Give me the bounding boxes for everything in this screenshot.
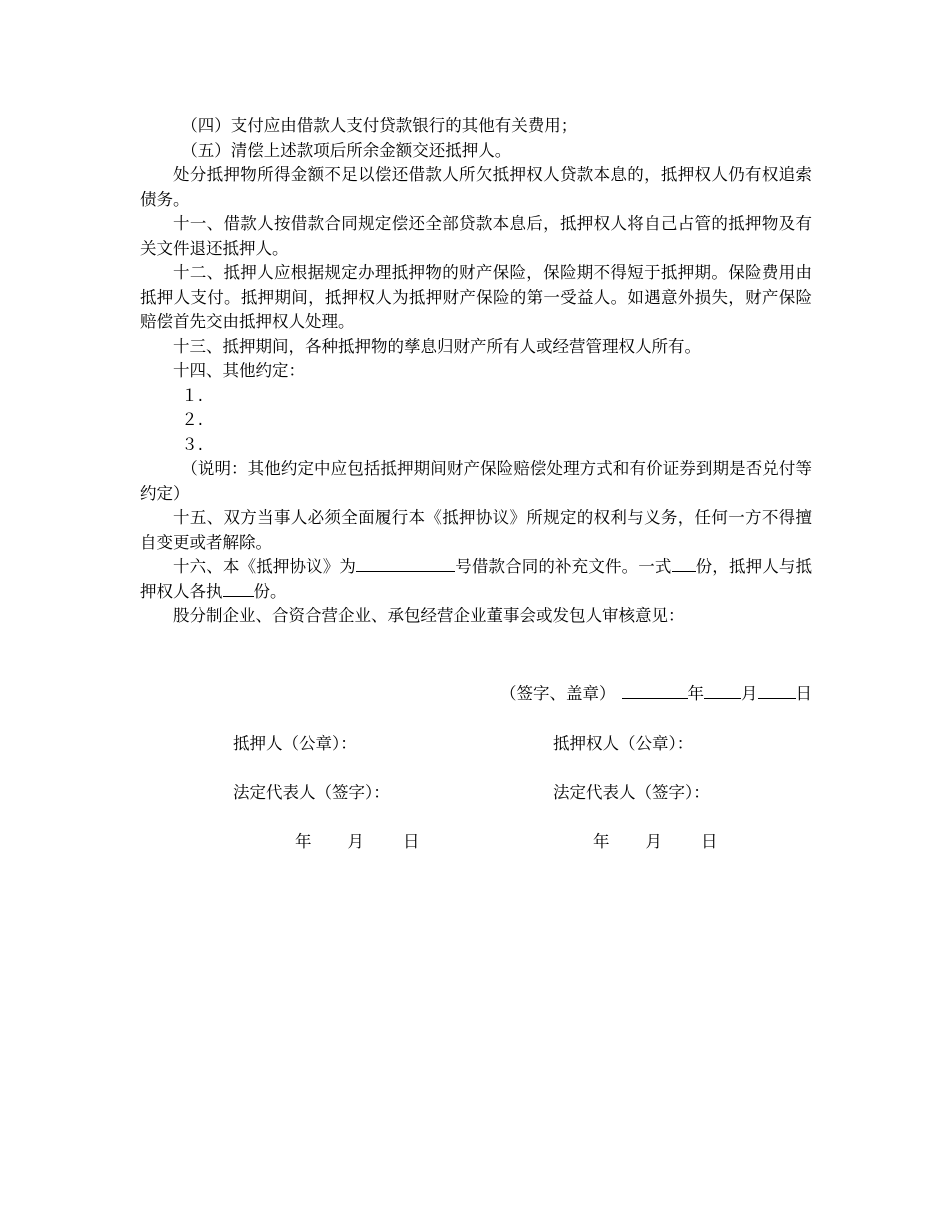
clause-11: 十一、借款人按借款合同规定偿还全部贷款本息后，抵押权人将自己占管的抵押物及有关文件退还抵押人。 <box>140 214 812 258</box>
year-blank <box>622 698 688 699</box>
date-right-day: 日 <box>701 832 718 851</box>
review-opinion: 股分制企业、合资合营企业、承包经营企业董事会或发包人审核意见： <box>173 606 685 625</box>
year-label: 年 <box>687 684 704 703</box>
date-left-month: 月 <box>347 832 364 851</box>
clause-16-text-1: 十六、本《抵押协议》为 <box>173 557 357 576</box>
sign-stamp-label: （签字、盖章） <box>500 684 616 703</box>
date-right-year: 年 <box>593 832 610 851</box>
clause-15: 十五、双方当事人必须全面履行本《抵押协议》所规定的权利与义务，任何一方不得擅自变更或者解除。 <box>140 508 812 552</box>
clause-16-text-3: 份，抵押人与抵押权人各执 <box>140 557 812 601</box>
legal-rep-left: 法定代表人（签字）： <box>233 783 390 802</box>
sub-item-3: ３. <box>181 434 203 454</box>
date-right-month: 月 <box>645 832 662 851</box>
each-copies-blank <box>223 596 254 597</box>
clause-12: 十二、抵押人应根据规定办理抵押物的财产保险，保险期不得短于抵押期。保险费用由抵押人支付。抵押期间，抵押权人为抵押财产保险的第一受益人。如遇意外损失，财产保险赔偿首先交由抵押权人处理。 <box>140 263 812 331</box>
mortgagor-seal: 抵押人（公章）： <box>233 734 357 753</box>
sub-item-2: ２. <box>181 410 203 429</box>
clause-16-text-2: 号借款合同的补充文件。一式 <box>455 557 672 576</box>
sub-item-1: １. <box>181 385 203 405</box>
clause-shortfall: 处分抵押物所得金额不足以偿还借款人所欠抵押权人贷款本息的，抵押权人仍有权追索债务。 <box>140 165 812 209</box>
clause-16 <box>140 555 812 604</box>
month-label: 月 <box>741 684 758 703</box>
document-body <box>140 114 812 629</box>
legal-rep-right: 法定代表人（签字）： <box>553 783 710 802</box>
day-label: 日 <box>795 684 812 703</box>
clause-16-text-4: 份。 <box>253 581 287 601</box>
contract-number-blank <box>356 571 455 572</box>
copies-blank <box>672 571 696 572</box>
date-left-year: 年 <box>295 832 312 851</box>
mortgagee-seal: 抵押权人（公章）： <box>553 734 694 753</box>
clause-13: 十三、抵押期间，各种抵押物的孳息归财产所有人或经营管理权人所有。 <box>173 336 701 356</box>
date-right <box>593 828 718 852</box>
day-blank <box>758 698 796 699</box>
clause-item-4: （四）支付应由借款人支付贷款银行的其他有关费用； <box>181 116 578 135</box>
clause-item-5: （五）清偿上述款项后所余金额交还抵押人。 <box>181 140 512 160</box>
date-left-day: 日 <box>403 832 420 851</box>
date-left <box>295 828 420 852</box>
signature-date-line <box>500 680 812 704</box>
clause-14: 十四、其他约定： <box>173 361 305 380</box>
note-paragraph: （说明：其他约定中应包括抵押期间财产保险赔偿处理方式和有价证券到期是否兑付等约定） <box>140 459 812 503</box>
month-blank <box>704 698 741 699</box>
